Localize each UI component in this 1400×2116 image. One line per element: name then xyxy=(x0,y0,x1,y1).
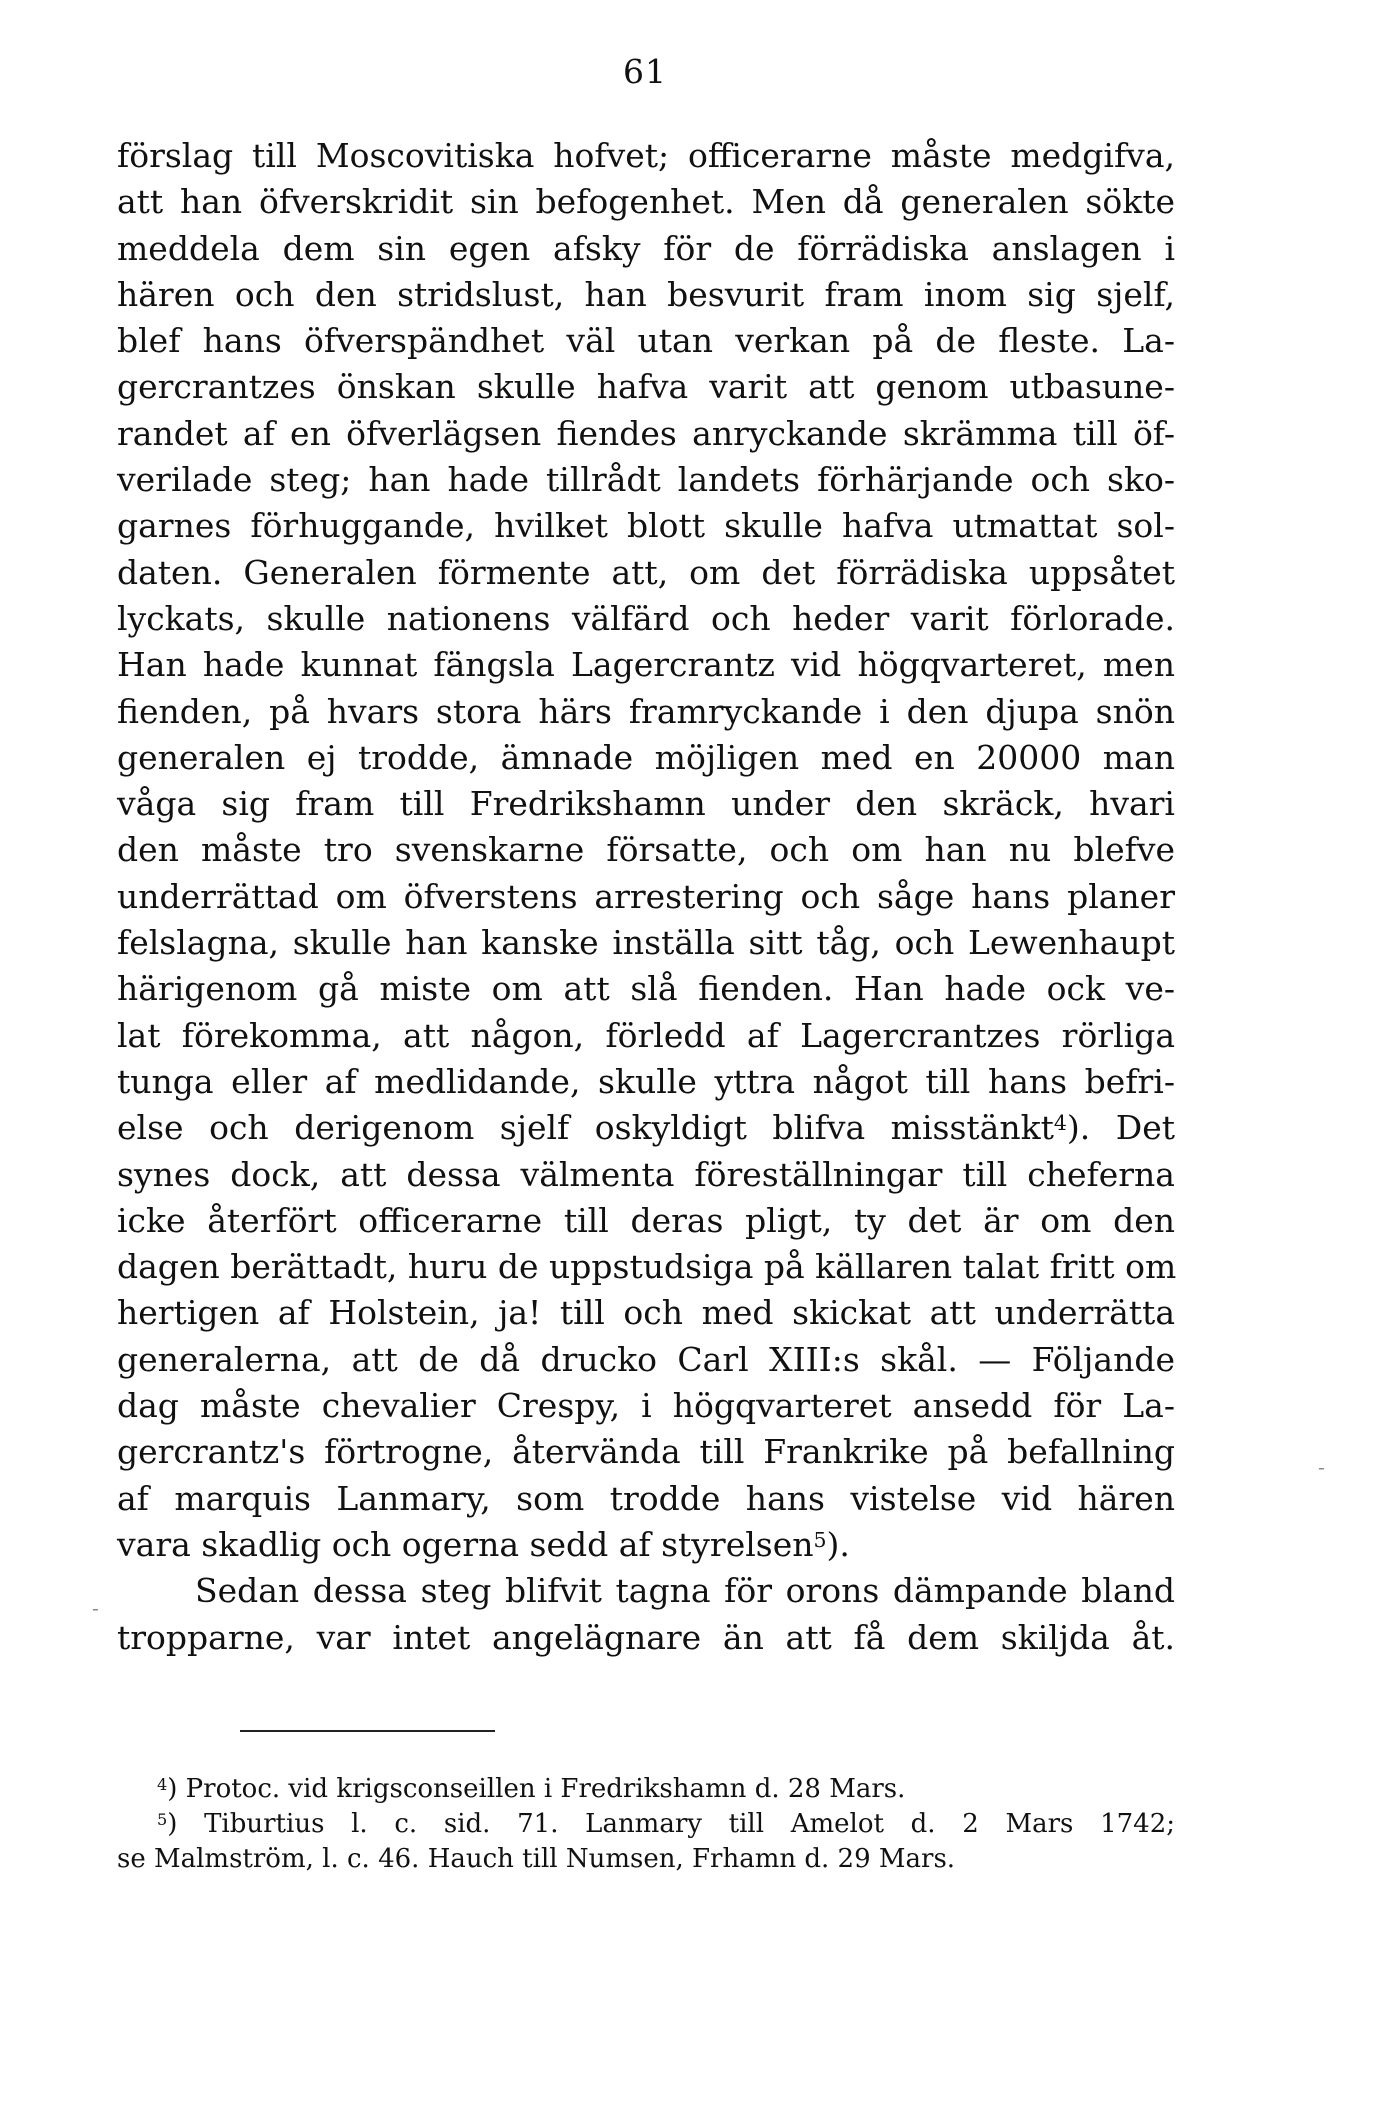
text-line: meddela dem sin egen afsky för de förrädiska anslagen i xyxy=(117,228,1175,268)
footnote-reference: 5 xyxy=(813,1527,827,1552)
text-line: underrättad om öfverstens arrestering och såge hans planer xyxy=(117,876,1175,916)
footnotes xyxy=(117,1772,1175,1877)
text-line: daten. Generalen förmente att, om det förrädiska uppsåtet xyxy=(117,552,1175,592)
text-line: att han öfverskridit sin befogenhet. Men då generalen sökte xyxy=(117,182,1175,222)
text-line: gercrantz's förtrogne, återvända till Frankrike på befallning xyxy=(117,1432,1175,1472)
footnote-5-continuation: se Malmström, l. c. 46. Hauch till Numsen, Frhamn d. 29 Mars. xyxy=(117,1844,956,1874)
text-line: Han hade kunnat fängsla Lagercrantz vid högqvarteret, men xyxy=(117,645,1175,685)
text-line: garnes förhuggande, hvilket blott skulle hafva utmattat sol- xyxy=(117,506,1175,546)
text-line: den måste tro svenskarne försatte, och om han nu blefve xyxy=(117,830,1175,870)
text-line: af marquis Lanmary, som trodde hans vistelse vid hären xyxy=(117,1478,1175,1518)
footnote-marker: 4 xyxy=(157,1774,168,1794)
footnote-4 xyxy=(157,1772,1175,1807)
footnote-marker: 5 xyxy=(157,1809,168,1829)
text-line: felslagna, skulle han kanske inställa sitt tåg, och Lewenhaupt xyxy=(117,923,1175,963)
footnote-divider xyxy=(240,1730,495,1732)
text-line: generalen ej trodde, ämnade möjligen med en 20000 man xyxy=(117,737,1175,777)
text-line: lyckats, skulle nationens välfärd och heder varit förlorade. xyxy=(117,598,1175,638)
text-line: randet af en öfverlägsen fiendes anryckande skrämma till öf- xyxy=(117,413,1175,453)
text-fragment: else och derigenom sjelf oskyldigt blifva misstänkt xyxy=(117,1108,1054,1148)
text-line: hären och den stridslust, han besvurit fram inom sig sjelf, xyxy=(117,274,1175,314)
text-line-with-footnote-ref xyxy=(117,1105,1175,1151)
text-line: våga sig fram till Fredrikshamn under den skräck, hvari xyxy=(117,784,1175,824)
footnote-text: ) Tiburtius l. c. sid. 71. Lanmary till Amelot d. 2 Mars 1742; xyxy=(167,1809,1175,1839)
text-line: dag måste chevalier Crespy, i högqvarteret ansedd för La- xyxy=(117,1386,1175,1426)
text-line: gercrantzes önskan skulle hafva varit att genom utbasune- xyxy=(117,367,1175,407)
text-line-with-footnote-ref xyxy=(117,1522,1175,1568)
page-number: 61 xyxy=(623,52,667,91)
text-fragment: ). Det xyxy=(1066,1108,1176,1148)
footnote-reference: 4 xyxy=(1053,1111,1067,1136)
text-line: synes dock, att dessa välmenta föreställningar till cheferna xyxy=(117,1154,1175,1194)
footnote-5 xyxy=(157,1807,1175,1842)
text-line: blef hans öfverspändhet väl utan verkan på de fleste. La- xyxy=(117,321,1175,361)
text-fragment: vara skadlig och ogerna sedd af styrelsen xyxy=(117,1524,814,1564)
text-line: generalerna, att de då drucko Carl XIII:s skål. — Följande xyxy=(117,1339,1175,1379)
text-line: lat förekomma, att någon, förledd af Lagercrantzes rörliga xyxy=(117,1015,1175,1055)
margin-dash-left: - xyxy=(92,1596,99,1620)
text-line: fienden, på hvars stora härs framryckande i den djupa snön xyxy=(117,691,1175,731)
text-line: icke återfört officerarne till deras pligt, ty det är om den xyxy=(117,1200,1175,1240)
text-line: dagen berättadt, huru de uppstudsiga på källaren talat fritt om xyxy=(117,1247,1177,1287)
text-line: förslag till Moscovitiska hofvet; officerarne måste medgifva, xyxy=(117,136,1175,175)
text-line: härigenom gå miste om att slå fienden. Han hade ock ve- xyxy=(117,969,1175,1009)
text-line: Sedan dessa steg blifvit tagna för orons dämpande bland xyxy=(195,1571,1175,1611)
margin-dash-right: - xyxy=(1318,1455,1325,1479)
text-line: tropparne, var intet angelägnare än att få dem skiljda åt. xyxy=(117,1617,1175,1657)
footnote-text: ) Protoc. vid krigsconseillen i Fredrikshamn d. 28 Mars. xyxy=(167,1774,906,1804)
text-fragment: ). xyxy=(826,1524,850,1564)
text-line: verilade steg; han hade tillrådt landets förhärjande och sko- xyxy=(117,460,1175,500)
text-line: tunga eller af medlidande, skulle yttra något till hans befri- xyxy=(117,1061,1175,1101)
text-line: hertigen af Holstein, ja! till och med skickat att underrätta xyxy=(117,1293,1175,1333)
main-text xyxy=(117,133,1175,1661)
